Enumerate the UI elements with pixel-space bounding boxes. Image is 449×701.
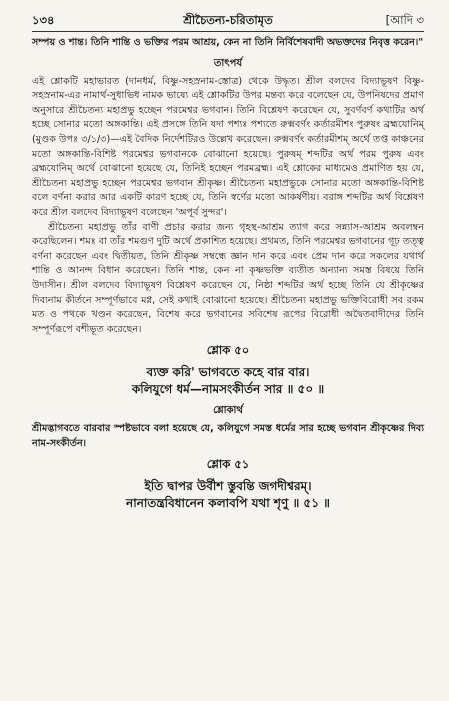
verse-50-line-1: ব্যক্ত করি' ভাগবতে কহে বার বার।: [146, 365, 310, 380]
purport-paragraph-1: এই শ্লোকটি মহাভারত (দানধর্ম, বিষ্ণু-সহস্রনাম-স্তোত্র) থেকে উদ্ধৃত। শ্রীল বলদেব বিদ্যাভূষণ বিষ্ণু-সহস্রনাম-এর নামার্থ-সুধাভিধ নামক ভাষ্যে এই শ্লোকটির উপর মন্তব্য করে বলেছেন যে, উপনিষদের প্রমাণ অনুসারে শ্রীচৈতন্য মহাপ্রভু হচ্ছেন পরমেশ্বর ভগবান। তিনি বিশ্লেষণ করেছেন যে, সুবর্ণবর্ণ কথাটির অর্থ হচ্ছে সোনার মতো অঙ্গকান্তি। এই প্রসঙ্গে তিনি যদা পশ্যঃ পশ্যতে রুক্মবর্ণং কর্তারমীশং পুরুষং ব্রহ্মযোনিম্ (মুণ্ডক উপঃ ৩/১/৩)—এই বৈদিক নির্দেশটিরও উল্লেখ করেছেন। রুক্মবর্ণং কর্তারমীশম্ অর্থে তপ্ত কাঞ্চনের মতো অঙ্গকান্তি-বিশিষ্ট পরমেশ্বর ভগবানকে বোঝানো হয়েছে। পুরুষম্ শব্দটির অর্থ পরম পুরুষ এবং ব্রহ্মযোনিম্ অর্থে বোঝানো হয়েছে যে, তিনিই হচ্ছেন পরমব্রহ্ম। এই শ্লোকের মাধ্যমেও প্রমাণিত হয় যে, শ্রীচৈতন্য মহাপ্রভু হচ্ছেন পরমেশ্বর ভগবান শ্রীকৃষ্ণ। শ্রীচৈতন্য মহাপ্রভুকে সোনার মতো অঙ্গকান্তি-বিশিষ্ট বলে বর্ণনা করার আর একটি কারণ হচ্ছে যে, তিনি স্বর্ণের মতো আকর্ষণীয়। বরাঙ্গ শব্দটির অর্থ বিশ্লেষণ করে শ্রীল বলদেব বিদ্যাভূষণ বলেছেন 'অপূর্ব সুন্দর'।: [32, 75, 424, 218]
verse-50-heading: শ্লোক ৫০: [206, 343, 250, 358]
page-header: [32, 10, 424, 30]
page: [32, 10, 424, 512]
header-rule: [32, 31, 424, 32]
purport-heading: তাৎপর্য: [213, 57, 243, 69]
chapter-marker: [আদি ৩: [385, 13, 424, 27]
purport-paragraph-2: শ্রীচৈতন্য মহাপ্রভু তাঁর বাণী প্রচার করার জন্য গৃহস্থ-আশ্রম ত্যাগ করে সন্ন্যাস-আশ্রম অবলম্বন করেছিলেন। শমঃ বা তাঁর শমগুণ দুটি অর্থে প্রকাশিত হয়েছে। প্রথমত, তিনি পরমেশ্বর ভগবানের গূঢ় তত্ত্ব বর্ণনা করেছেন এবং দ্বিতীয়ত, তিনি শ্রীকৃষ্ণ সম্বন্ধে জ্ঞান দান করে এবং প্রেম দান করে সকলের যথার্থ শান্তি ও আনন্দ বিধান করেছেন। তিনি শান্ত, কেন না কৃষ্ণভক্তি ব্যতীত অন্যান্য সমস্ত বিষয়ে তিনি উদাসীন। শ্রীল বলদেব বিদ্যাভূষণ বিশ্লেষণ করেছেন যে, নিষ্ঠা শব্দটির অর্থ হচ্ছে তিনি যে শ্রীকৃষ্ণের দিব্যনাম কীর্তনে সম্পূর্ণভাবে মগ্ন, সেই কথাই বোঝানো হয়েছে। শ্রীচৈতন্য মহাপ্রভু ভক্তিবিরোধী সব রকম মত ও পথকে খণ্ডন করেছেন, বিশেষ করে ভগবানের সবিশেষ রূপের বিরোধী অদ্বৈতবাদীদের তিনি সম্পূর্ণরূপে বশীভূত করেছেন।: [32, 221, 424, 335]
verse-51-line-2: নানাতন্ত্রবিধানেন কলাবপি যথা শৃণু ॥ ৫১ ॥: [126, 496, 330, 511]
verse-50-translation: শ্রীমদ্ভাগবতে বারবার স্পষ্টভাবে বলা হয়েছে যে, কলিযুগে সমস্ত ধর্মের সার হচ্ছে ভগবান শ্রীকৃষ্ণের দিব্য নাম-সংকীর্তন।: [32, 423, 424, 449]
verse-51-line-1: ইতি দ্বাপর উর্বীশ স্তুবন্তি জগদীশ্বরম্।: [144, 479, 312, 494]
running-title: শ্রীচৈতন্য-চরিতামৃত: [183, 13, 273, 27]
translation-heading: শ্লোকার্থ: [213, 405, 243, 417]
intro-paragraph: সম্পয় ও শান্ত। তিনি শান্তি ও ভক্তির পরম আশ্রয়, কেন না তিনি নির্বিশেষবাদী অভক্তদের নিবৃত্ত করেন।": [32, 37, 424, 48]
verse-51-heading: শ্লোক ৫১: [206, 457, 250, 472]
page-number: ১৩৪: [32, 13, 55, 27]
verse-50-line-2: কলিযুগে ধর্ম—নামসংকীর্তন সার ॥ ৫০ ॥: [131, 382, 325, 397]
